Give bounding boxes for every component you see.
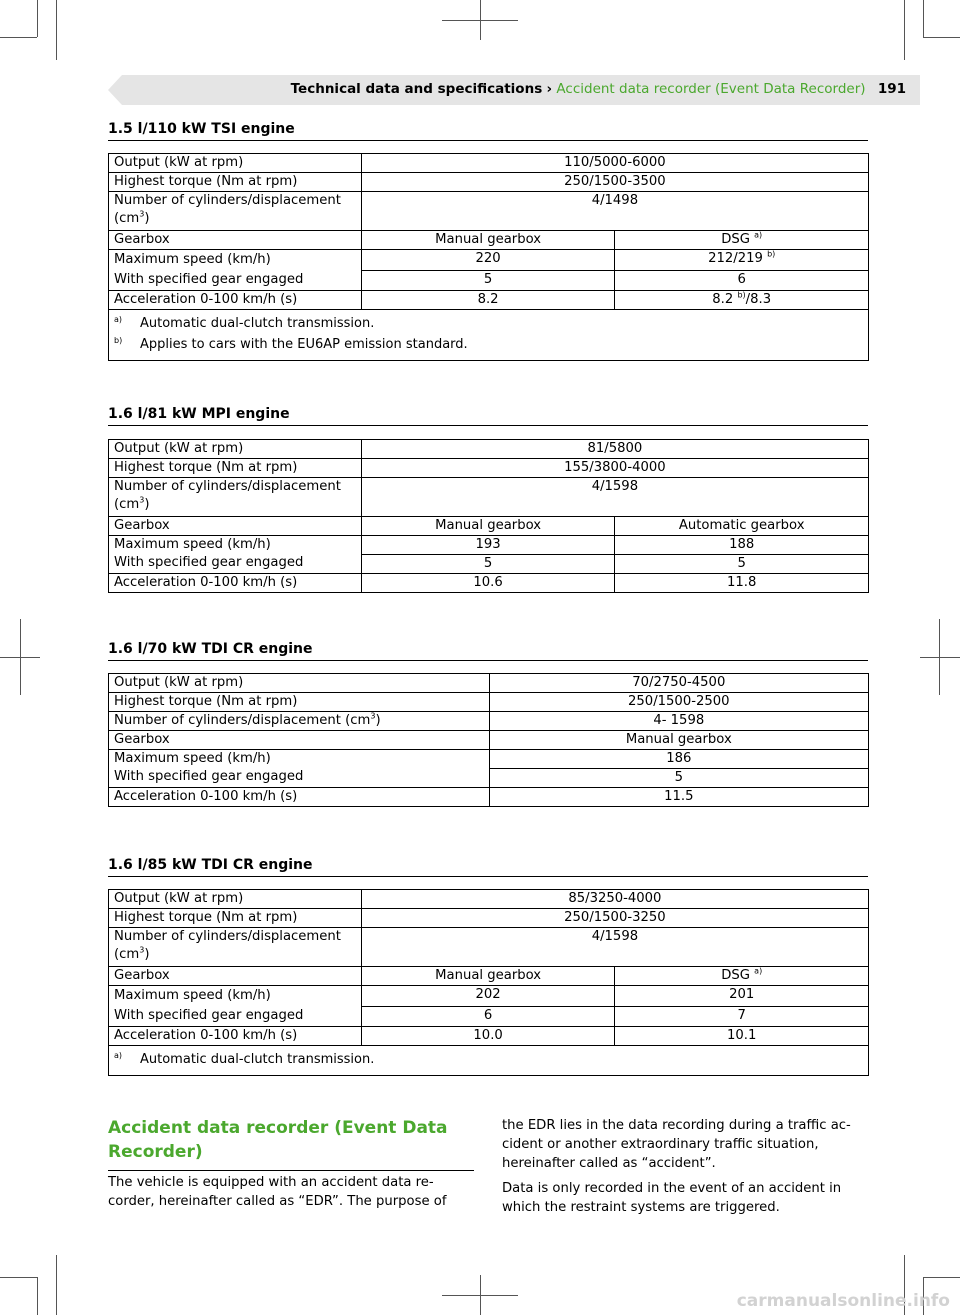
cylinders-label: Number of cylinders/displacement $(cm^3)$ <box>109 478 362 517</box>
accel-manual: 10.0 <box>361 1027 615 1046</box>
footnote: a) Automatic dual-clutch transmission. <box>114 1051 375 1067</box>
output-label: Output (kW at rpm) <box>109 674 490 693</box>
table-row <box>109 231 869 250</box>
table-row <box>109 986 869 1007</box>
accel-manual: 10.6 <box>361 574 615 593</box>
engaged-dsg: 7 <box>615 1006 869 1027</box>
torque-value: 250/1500-3250 <box>361 909 868 928</box>
table-row <box>109 750 869 769</box>
cylinders-label: Number of cylinders/displacement $(cm^3)$ <box>109 712 490 731</box>
cylinders-label: Number of cylinders/displacement $(cm^3)$ <box>109 928 362 967</box>
footnotes <box>109 310 869 361</box>
gearbox-label: Gearbox <box>109 231 362 250</box>
accel-label: Acceleration 0-100 km/h (s) <box>109 291 362 310</box>
gearbox-label: Gearbox <box>109 967 362 986</box>
table-row <box>109 250 869 271</box>
torque-value: 155/3800-4000 <box>361 459 868 478</box>
output-label: Output (kW at rpm) <box>109 154 362 173</box>
page-number: 191 <box>877 81 906 97</box>
table-row <box>109 310 869 361</box>
gearbox-automatic: Automatic gearbox <box>615 517 869 536</box>
accel-label: Acceleration 0-100 km/h (s) <box>109 1027 362 1046</box>
gearbox-manual: Manual gearbox <box>361 231 615 250</box>
table-row <box>109 173 869 192</box>
output-value: 110/5000-6000 <box>361 154 868 173</box>
engine2-title: 1.6 l/81 kW MPI engine <box>108 406 868 426</box>
cylinders-label: Number of cylinders/displacement $(cm^3)$ <box>109 192 362 231</box>
accel-automatic: 11.8 <box>615 574 869 593</box>
table-row <box>109 788 869 807</box>
gearbox-dsg: DSG $^{a)}$ <box>615 967 869 986</box>
engine3-title: 1.6 l/70 kW TDI CR engine <box>108 641 868 661</box>
torque-label: Highest torque (Nm at rpm) <box>109 173 362 192</box>
accel-label: Acceleration 0-100 km/h (s) <box>109 574 362 593</box>
table-row <box>109 693 869 712</box>
header-notch <box>108 75 122 105</box>
cylinders-value: 4/1598 <box>361 928 868 967</box>
gearbox-manual: Manual gearbox <box>361 967 615 986</box>
torque-value: 250/1500-2500 <box>489 693 868 712</box>
edr-heading: Accident data recorder (Event Data Recorder) <box>108 1116 474 1171</box>
table-row <box>109 517 869 536</box>
speed-label: Maximum speed (km/h) With specified gear engaged <box>109 250 362 291</box>
engine4-title: 1.6 l/85 kW TDI CR engine <box>108 857 868 877</box>
engine1-spec-table <box>108 153 869 361</box>
breadcrumb-current[interactable]: Accident data recorder (Event Data Recorder) <box>556 81 866 97</box>
engine3-spec-table <box>108 673 869 807</box>
engine1-title: 1.5 l/110 kW TSI engine <box>108 121 868 141</box>
cylinders-value: 4/1598 <box>361 478 868 517</box>
edr-paragraph-right-2: Data is only recorded in the event of an accident in which the restraint systems are triggered. <box>502 1181 842 1215</box>
torque-value: 250/1500-3500 <box>361 173 868 192</box>
watermark: carmanualsonline.info <box>736 1291 950 1311</box>
accel-dsg: 10.1 <box>615 1027 869 1046</box>
engaged-dsg: 6 <box>615 270 869 291</box>
table-row <box>109 1046 869 1076</box>
table-row <box>109 459 869 478</box>
speed-label: Maximum speed (km/h) With specified gear engaged <box>109 986 362 1027</box>
footnote: b) Applies to cars with the EU6AP emission standard. <box>114 336 468 352</box>
gearbox-label: Gearbox <box>109 731 490 750</box>
edr-paragraph-right-1: the EDR lies in the data recording during a traffic ac-cident or another extraordinary traffic situation, hereinafter called as “accident”. <box>502 1118 851 1171</box>
accel-label: Acceleration 0-100 km/h (s) <box>109 788 490 807</box>
speed-automatic: 188 <box>615 536 869 555</box>
output-value: 85/3250-4000 <box>361 890 868 909</box>
engine4-spec-table <box>108 889 869 1076</box>
cylinders-value: 4- 1598 <box>489 712 868 731</box>
table-row <box>109 291 869 310</box>
gearbox-dsg: DSG $^{a)}$ <box>615 231 869 250</box>
output-value: 70/2750-4500 <box>489 674 868 693</box>
breadcrumb-main[interactable]: Technical data and specifications <box>290 81 543 97</box>
accel-manual: 11.5 <box>489 788 868 807</box>
speed-manual: 186 <box>489 750 868 769</box>
table-row <box>109 712 869 731</box>
speed-manual: 220 <box>361 250 615 271</box>
accel-dsg: 8.2 $^{b)}$/8.3 <box>615 291 869 310</box>
speed-dsg: 201 <box>615 986 869 1007</box>
engaged-manual: 6 <box>361 1006 615 1027</box>
table-row <box>109 440 869 459</box>
torque-label: Highest torque (Nm at rpm) <box>109 909 362 928</box>
gearbox-label: Gearbox <box>109 517 362 536</box>
speed-manual: 202 <box>361 986 615 1007</box>
engaged-manual: 5 <box>489 769 868 788</box>
output-value: 81/5800 <box>361 440 868 459</box>
table-row <box>109 192 869 231</box>
torque-label: Highest torque (Nm at rpm) <box>109 693 490 712</box>
table-row <box>109 909 869 928</box>
table-row <box>109 890 869 909</box>
table-row <box>109 154 869 173</box>
table-row <box>109 928 869 967</box>
table-row <box>109 1027 869 1046</box>
table-row <box>109 674 869 693</box>
table-row <box>109 967 869 986</box>
table-row <box>109 536 869 555</box>
breadcrumb-separator: › <box>546 81 553 97</box>
table-row <box>109 731 869 750</box>
footnotes <box>109 1046 869 1076</box>
output-label: Output (kW at rpm) <box>109 890 362 909</box>
engine2-spec-table <box>108 439 869 593</box>
edr-paragraph-left: The vehicle is equipped with an accident data re-corder, hereinafter called as “EDR”. The purpose of <box>108 1175 447 1209</box>
footnote: a) Automatic dual-clutch transmission. <box>114 315 375 331</box>
accel-manual: 8.2 <box>361 291 615 310</box>
engaged-manual: 5 <box>361 270 615 291</box>
torque-label: Highest torque (Nm at rpm) <box>109 459 362 478</box>
speed-manual: 193 <box>361 536 615 555</box>
engaged-automatic: 5 <box>615 555 869 574</box>
speed-label: Maximum speed (km/h) With specified gear engaged <box>109 750 490 788</box>
gearbox-manual: Manual gearbox <box>361 517 615 536</box>
output-label: Output (kW at rpm) <box>109 440 362 459</box>
engaged-manual: 5 <box>361 555 615 574</box>
table-row <box>109 574 869 593</box>
speed-dsg: 212/219 $^{b)}$ <box>615 250 869 271</box>
speed-label: Maximum speed (km/h) With specified gear engaged <box>109 536 362 574</box>
gearbox-manual: Manual gearbox <box>489 731 868 750</box>
table-row <box>109 478 869 517</box>
cylinders-value: 4/1498 <box>361 192 868 231</box>
breadcrumb <box>291 81 906 97</box>
